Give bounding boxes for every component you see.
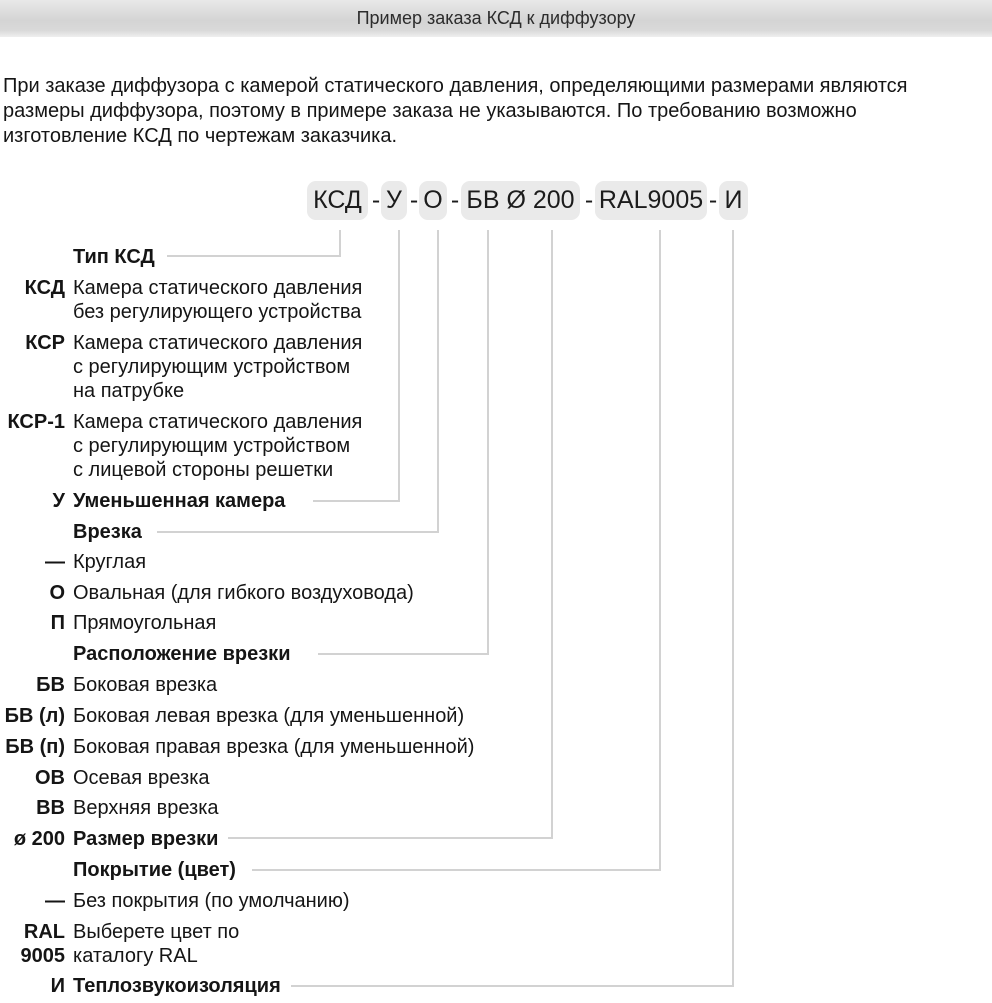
code-separator: - (409, 186, 419, 214)
legend-desc: Выберете цвет по каталогу RAL (73, 921, 240, 967)
legend-desc: Без покрытия (по умолчанию) (73, 890, 350, 912)
legend-row-ral9005 (0, 920, 239, 968)
legend-code: — (45, 890, 65, 912)
legend-code: RAL 9005 (20, 921, 65, 967)
legend-code: КСР-1 (7, 411, 65, 433)
legend-code: КСД (24, 277, 65, 299)
legend-row-ksr-1 (0, 410, 362, 482)
code-separator: - (371, 186, 381, 214)
legend-desc: Боковая правая врезка (для уменьшенной) (73, 736, 475, 758)
legend-code: ВВ (36, 797, 65, 819)
legend-code: БВ (36, 674, 65, 696)
legend-row-i (0, 974, 281, 998)
legend-row-bv-l (0, 704, 464, 728)
code-separator: - (708, 186, 718, 214)
legend-desc: Камера статического давления с регулирующим устройством с лицевой стороны решетки (73, 411, 363, 481)
legend-row-ksr (0, 331, 362, 403)
legend-code: БВ (л) (4, 705, 65, 727)
legend-row-bez-pokrytiya (0, 889, 349, 913)
legend-code: И (50, 975, 65, 997)
legend-code: БВ (п) (5, 736, 65, 758)
legend-desc: Боковая левая врезка (для уменьшенной) (73, 705, 465, 727)
legend-row-ovalnaya (0, 581, 414, 605)
legend-desc: Врезка (73, 521, 142, 543)
legend-desc: Расположение врезки (73, 643, 291, 665)
legend-row-kruglaya (0, 550, 146, 574)
legend-desc: Верхняя врезка (73, 797, 219, 819)
connector-tip-ksd (167, 230, 340, 256)
connector-pokrytie (252, 230, 660, 870)
legend-code: П (50, 612, 65, 634)
legend-desc: Камера статического давления с регулирующим устройством на патрубке (73, 332, 363, 402)
legend-desc: Круглая (73, 551, 147, 573)
legend-header-tip-ksd (0, 245, 155, 269)
code-token-o: О (419, 181, 447, 220)
legend-row-bv (0, 673, 217, 697)
legend-code: ОВ (35, 767, 65, 789)
legend-desc: Прямоугольная (73, 612, 217, 634)
legend-header-raspolozhenie (0, 642, 291, 666)
legend-header-vrezka (0, 520, 142, 544)
page-title: Пример заказа КСД к диффузору (356, 8, 636, 28)
legend-desc: Покрытие (цвет) (73, 859, 236, 881)
legend-code: — (45, 551, 65, 573)
legend-row-ov (0, 766, 210, 790)
legend-row-u (0, 489, 285, 513)
code-token-ral9005: RAL9005 (595, 181, 707, 220)
intro-paragraph: При заказе диффузора с камерой статического давления, определяющими размерами являются размеры диффузора, поэтому в примере заказа не указываются. По требованию возможно изготовление КСД по чертежам заказчика. (3, 75, 908, 147)
legend-row-bv-p (0, 735, 474, 759)
legend-code: У (52, 490, 65, 512)
code-token-ksd: КСД (307, 181, 368, 220)
legend-code: О (49, 582, 65, 604)
code-token-bv-200: БВ Ø 200 (461, 181, 580, 220)
code-token-i: И (719, 181, 748, 220)
code-separator: - (584, 186, 594, 214)
legend-desc: Размер врезки (73, 828, 219, 850)
legend-desc: Осевая врезка (73, 767, 210, 789)
legend-row-ksd (0, 276, 362, 324)
legend-row-vv (0, 796, 219, 820)
legend-row-razmer (0, 827, 218, 851)
code-token-u: У (381, 181, 407, 220)
legend-desc: Овальная (для гибкого воздуховода) (73, 582, 414, 604)
code-separator: - (450, 186, 460, 214)
legend-desc: Теплозвукоизоляция (73, 975, 281, 997)
legend-header-pokrytie (0, 858, 236, 882)
legend-row-pryamougolnaya (0, 611, 216, 635)
titlebar (0, 0, 992, 37)
legend-desc: Боковая врезка (73, 674, 218, 696)
legend-desc: Тип КСД (73, 246, 155, 268)
legend-code: ø 200 (13, 828, 65, 850)
legend-desc: Камера статического давления без регулирующего устройства (73, 277, 363, 323)
legend-code: КСР (25, 332, 65, 354)
legend-desc: Уменьшенная камера (73, 490, 286, 512)
